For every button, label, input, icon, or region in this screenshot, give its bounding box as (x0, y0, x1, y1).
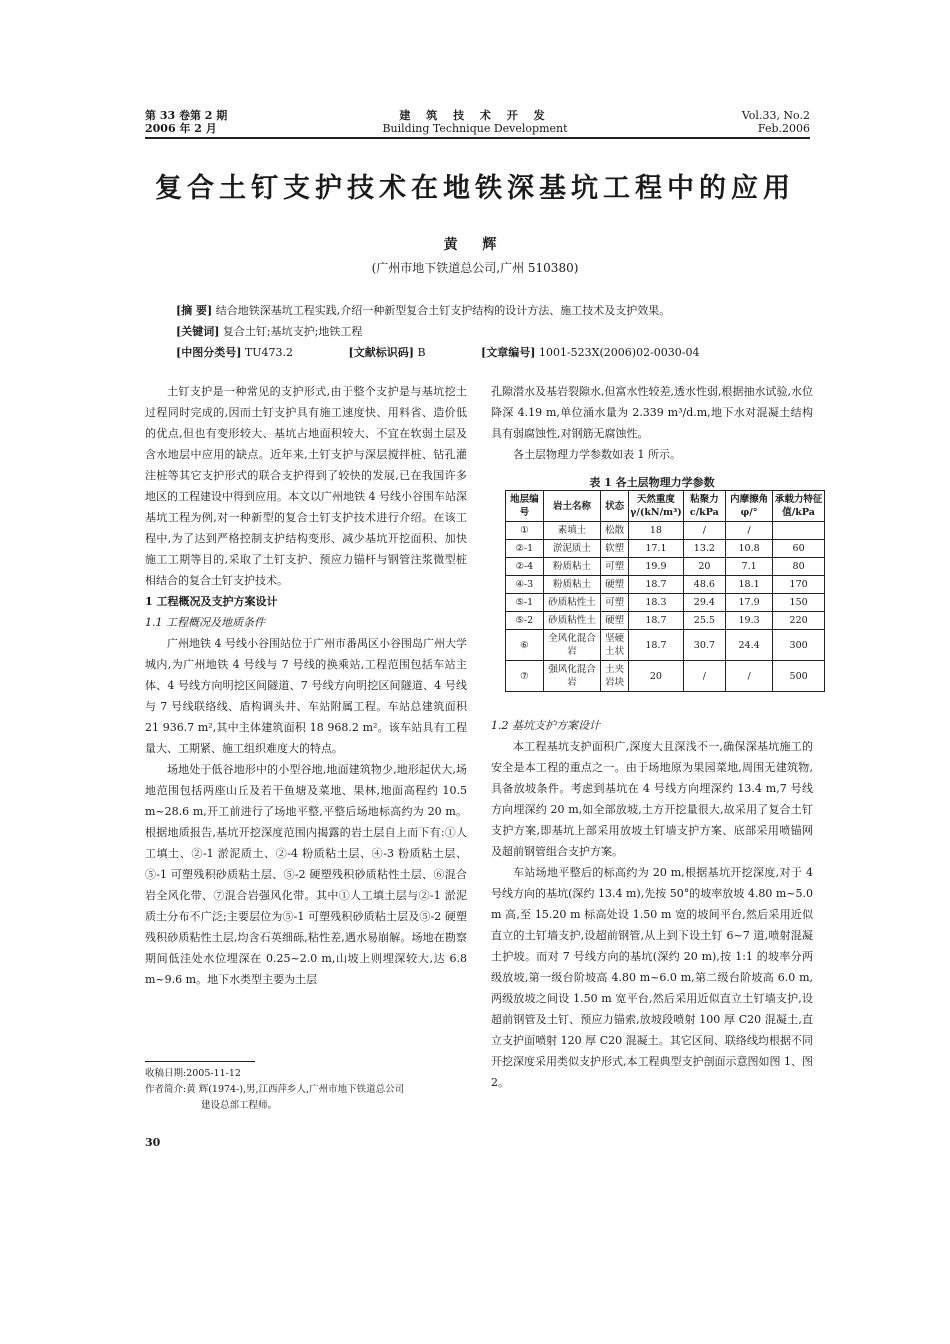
clc-label: [中图分类号] (176, 346, 242, 359)
table-row (506, 576, 825, 594)
table-row (506, 661, 825, 692)
table-header-cell: 状态 (601, 491, 629, 522)
table-cell: ⑥ (506, 630, 544, 661)
table-cell: 18.1 (725, 576, 772, 594)
table-cell: / (683, 522, 725, 540)
table-cell: 60 (773, 540, 825, 558)
footnote-rule (145, 1061, 255, 1062)
table-header-cell: 内摩擦角 φ/° (725, 491, 772, 522)
subsection-heading: 1.1 工程概况及地质条件 (145, 616, 265, 629)
paragraph: 孔隙潜水及基岩裂隙水,但富水性较差,透水性弱,根据抽水试验,水位降深 4.19 m,单位涌水量为 2.339 m³/d.m,地下水对混凝土结构具有弱腐蚀性,对钢筋无腐蚀性。 (491, 385, 813, 440)
table-cell: 淤泥质土 (543, 540, 601, 558)
table-cell: ⑤-2 (506, 612, 544, 630)
keywords (176, 325, 816, 339)
volume-zh: 第 33 卷第 2 期 (145, 109, 228, 122)
table-header-cell: 地层编号 (506, 491, 544, 522)
table-row (506, 612, 825, 630)
table-cell: 150 (773, 594, 825, 612)
table-header-row (506, 491, 825, 522)
table-cell: ① (506, 522, 544, 540)
paragraph: 广州地铁 4 号线小谷围站位于广州市番禺区小谷围岛广州大学城内,为广州地铁 4 号线与 7 号线的换乘站,工程范围包括车站主体、4 号线方向明挖区间隧道、7 号线方向明挖区间隧道、4 号线与 7 号线联络线、盾构调头井、车站附属工程。车站总建筑面积 21 936.7 m²,其中主体建筑面积 18 968.2 m²。该车站具有工程量大、工期紧、施工组织难度大的特点。 (145, 637, 467, 755)
table-cell: ②-4 (506, 558, 544, 576)
article-value: 1001-523X(2006)02-0030-04 (538, 346, 700, 359)
table-cell: 全风化混合岩 (543, 630, 601, 661)
paragraph: 车站场地平整后的标高约为 20 m,根据基坑开挖深度,对于 4 号线方向的基坑(深约 13.4 m),先按 50°的坡率放坡 4.80 m~5.0 m 高,至 15.20 m 标高处设 1.50 m 宽的坡间平台,然后采用近似直立的土钉墙支护,设超前钢管,从上到下设土钉 6~7 道,喷射混凝土护坡。而对 7 号线方向的基坑(深约 20 m),按 1:1 的坡率分两级放坡,第一级台阶坡高 4.80 m~6.0 m,第二级台阶坡高 6.0 m,两级放坡之间设 1.50 m 宽平台,然后采用近似直立土钉墙支护,设超前钢管及土钉、预应力锚索,放坡段喷射 100 厚 C20 混凝土,直立支护面喷射 120 厚 C20 混凝土。其它区间、联络线均根据不同开挖深度采用类似支护形式,本工程典型支护剖面示意图如图 1、图 2。 (491, 866, 813, 1089)
keywords-text: 复合土钉;基坑支护;地铁工程 (222, 325, 363, 338)
table-cell: 17.1 (629, 540, 684, 558)
abstract-label: [摘 要] (176, 304, 213, 317)
table-cell: ⑤-1 (506, 594, 544, 612)
table-cell: 砂质粘性土 (543, 612, 601, 630)
subsection-heading: 1.2 基坑支护方案设计 (491, 719, 600, 732)
table-header-cell: 粘聚力 c/kPa (683, 491, 725, 522)
table-cell: 25.5 (683, 612, 725, 630)
table-cell: 300 (773, 630, 825, 661)
table-cell: 80 (773, 558, 825, 576)
table-cell: 土夹岩块 (601, 661, 629, 692)
table-cell: 10.8 (725, 540, 772, 558)
clc-value: TU473.2 (244, 346, 294, 359)
table-cell: 18.7 (629, 630, 684, 661)
table-cell: 24.4 (725, 630, 772, 661)
table-cell (773, 522, 825, 540)
table-header-cell: 岩土名称 (543, 491, 601, 522)
table-row (506, 522, 825, 540)
table-cell: / (725, 661, 772, 692)
table-cell: 软塑 (601, 540, 629, 558)
keywords-label: [关键词] (176, 325, 220, 338)
table-cell: 可塑 (601, 594, 629, 612)
journal-en: Building Technique Development (382, 122, 568, 135)
table-caption: 表 1 各土层物理力学参数 (589, 476, 715, 489)
table-cell: 粉质粘土 (543, 558, 601, 576)
right-column-top (491, 381, 813, 465)
date-zh: 2006 年 2 月 (145, 122, 217, 135)
table-cell: 硬塑 (601, 576, 629, 594)
paper-title: 复合土钉支护技术在地铁深基坑工程中的应用 (155, 173, 795, 204)
author-info: 作者简介:黄 辉(1974-),男,江西萍乡人,广州市地下铁道总公司 (145, 1084, 405, 1095)
author-info-cont: 建设总部工程师。 (201, 1100, 278, 1111)
header-rule (145, 137, 810, 139)
paragraph: 土钉支护是一种常见的支护形式,由于整个支护是与基坑挖土过程同时完成的,因而土钉支护具有施工速度快、用料省、造价低的优点,但也有变形较大、基坑占地面积较大、不宜在软弱土层及含水地层中应用的缺点。近年来,土钉支护与深层搅拌桩、钻孔灌注桩等其它支护形式的联合支护得到了较快的发展,已在我国许多地区的工程建设中得到应用。本文以广州地铁 4 号线小谷围车站深基坑工程为例,对一种新型的复合土钉支护技术进行介绍。在该工程中,为了达到严格控制支护结构变形、减少基坑开挖面积、加快施工工期等目的,采取了土钉支护、预应力锚杆与钢管注浆微型桩相结合的复合土钉支护技术。 (145, 385, 467, 587)
table-cell: 30.7 (683, 630, 725, 661)
table-cell: 18.3 (629, 594, 684, 612)
table-cell: 220 (773, 612, 825, 630)
table-cell: 17.9 (725, 594, 772, 612)
table-row (506, 594, 825, 612)
table-cell: ⑦ (506, 661, 544, 692)
table-cell: 强风化混合岩 (543, 661, 601, 692)
page-number: 30 (145, 1136, 161, 1149)
volume-en: Vol.33, No.2 (741, 109, 810, 122)
table-cell: 18.7 (629, 612, 684, 630)
table-header-cell: 承载力特征值/kPa (773, 491, 825, 522)
table-cell: 坚硬土状 (601, 630, 629, 661)
article-label: [文章编号] (481, 346, 536, 359)
table-cell: 500 (773, 661, 825, 692)
left-column (145, 381, 467, 990)
affiliation: (广州市地下铁道总公司,广州 510380) (371, 261, 579, 275)
table-cell: 20 (683, 558, 725, 576)
table-row (506, 558, 825, 576)
table-cell: ④-3 (506, 576, 544, 594)
paragraph: 场地处于低谷地形中的小型谷地,地面建筑物少,地形起伏大,场地范围包括两座山丘及若干鱼塘及菜地、果林,地面高程约 10.5 m~28.6 m,开工前进行了场地平整,平整后场地标高约为 20 m。根据地质报告,基坑开挖深度范围内揭露的岩土层自上而下有:①人工填土、②-1 淤泥质土、②-4 粉质粘土层、④-3 粉质粘土层、⑤-1 可塑残积砂质粘土层、⑤-2 硬塑残积砂质粘性土层、⑥混合岩全风化带、⑦混合岩强风化带。其中①人工填土层与②-1 淤泥质土分布不广泛;主要层位为⑤-1 可塑残积砂质粘土层及⑤-2 硬塑残积砂质粘性土层,均含石英细砾,粘性差,遇水易崩解。场地在勘察期间低洼处水位埋深在 0.25~2.0 m,山坡上则埋深较大,达 6.8 m~9.6 m。地下水类型主要为土层 (145, 763, 467, 986)
table-header-cell: 天然重度 γ/(kN/m³) (629, 491, 684, 522)
table-cell: 20 (629, 661, 684, 692)
table-cell: 18.7 (629, 576, 684, 594)
classification (176, 346, 816, 360)
table-cell: 素填土 (543, 522, 601, 540)
table-cell: 48.6 (683, 576, 725, 594)
table-cell: 砂质粘性土 (543, 594, 601, 612)
table-row (506, 540, 825, 558)
table-cell: 170 (773, 576, 825, 594)
author: 黄 辉 (443, 237, 507, 253)
abstract-text: 结合地铁深基坑工程实践,介绍一种新型复合土钉支护结构的设计方法、施工技术及支护效果。 (215, 304, 671, 317)
paragraph: 本工程基坑支护面积广,深度大且深浅不一,确保深基坑施工的安全是本工程的重点之一。由于场地原为果园菜地,周围无建筑物,具备放坡条件。考虑到基坑在 4 号线方向埋深约 13.4 m,7 号线方向埋深约 20 m,如全部放坡,土方开挖量很大,故采用了复合土钉支护方案,即基坑上部采用放坡土钉墙支护方案、底部采用喷锚网及超前钢管组合支护方案。 (491, 740, 813, 858)
abstract (176, 304, 816, 318)
table-cell: / (725, 522, 772, 540)
journal-zh: 建 筑 技 术 开 发 (399, 109, 551, 122)
table-cell: 松散 (601, 522, 629, 540)
paragraph: 各土层物理力学参数如表 1 所示。 (513, 448, 681, 461)
doc-value: B (417, 346, 426, 359)
table-cell: 19.9 (629, 558, 684, 576)
table-cell: 粉质粘土 (543, 576, 601, 594)
received-date: 收稿日期:2005-11-12 (145, 1068, 241, 1079)
table-cell: / (683, 661, 725, 692)
soil-parameters-table (505, 490, 825, 692)
table-cell: 29.4 (683, 594, 725, 612)
issue-info-en (742, 109, 810, 135)
table-cell: 7.1 (725, 558, 772, 576)
footnote (145, 1066, 475, 1114)
table-cell: 硬塑 (601, 612, 629, 630)
doc-label: [文献标识码] (348, 346, 414, 359)
table-cell: 可塑 (601, 558, 629, 576)
right-column-bottom (491, 715, 813, 1093)
date-en: Feb.2006 (757, 122, 810, 135)
table-cell: 19.3 (725, 612, 772, 630)
table-cell: 18 (629, 522, 684, 540)
section-heading: 1 工程概况及支护方案设计 (145, 595, 278, 608)
table-cell: 13.2 (683, 540, 725, 558)
table-row (506, 630, 825, 661)
table-cell: ②-1 (506, 540, 544, 558)
